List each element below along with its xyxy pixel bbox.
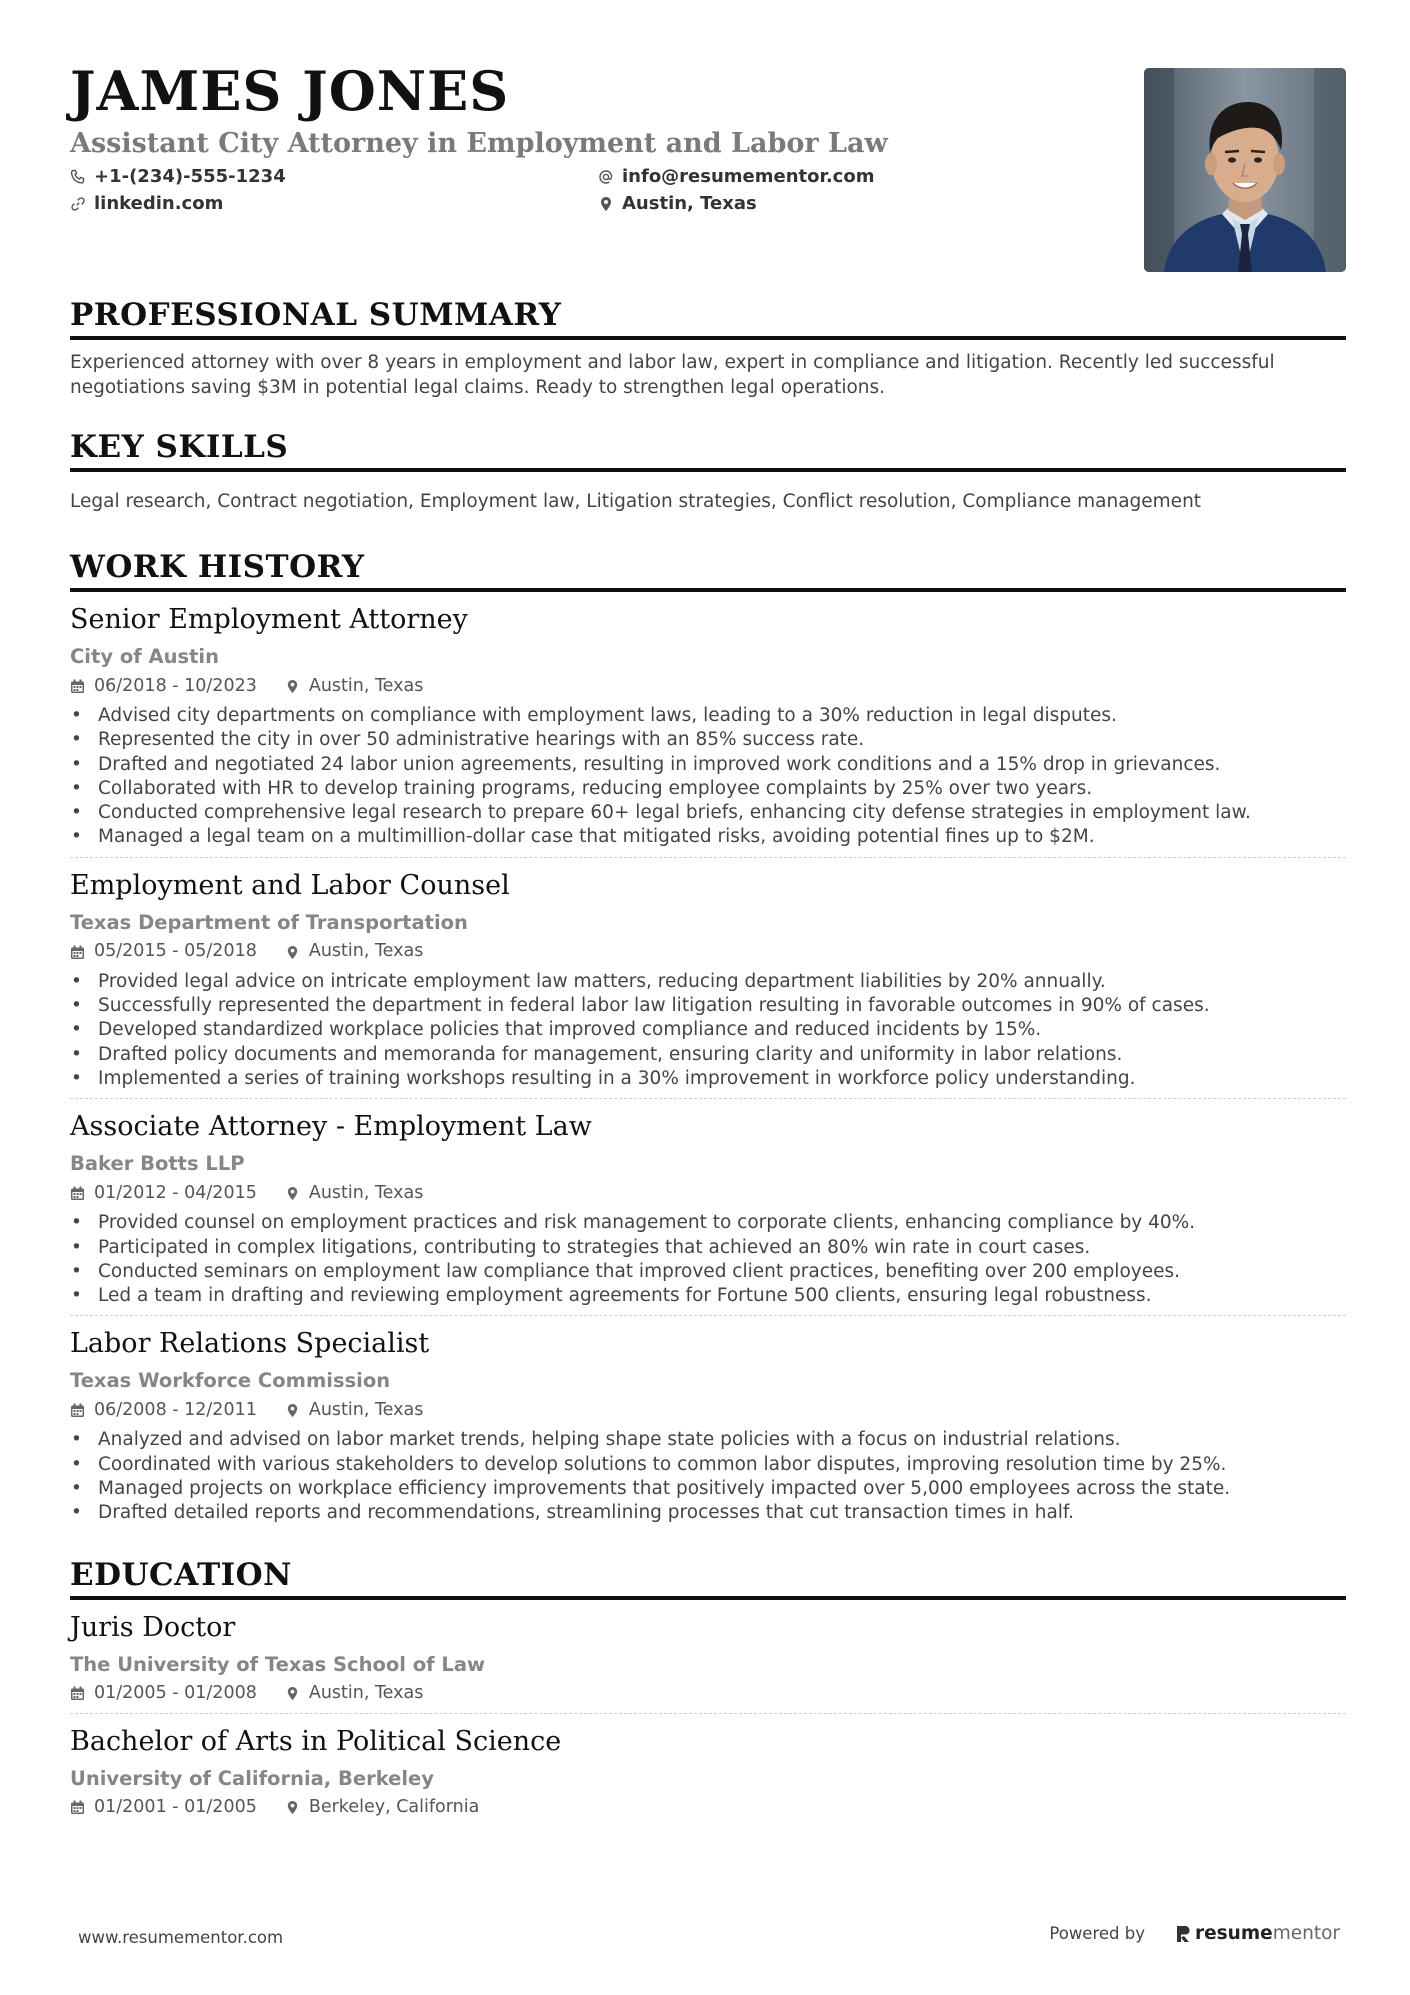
job-meta — [70, 1399, 1346, 1420]
powered-by-text: Powered by — [1049, 1924, 1145, 1943]
job-bullet: • Participated in complex litigations, contributing to strategies that achieved an 80% win rate in court cases. — [70, 1236, 1346, 1260]
job-bullet: • Analyzed and advised on labor market trends, helping shape state policies with a focus on industrial relations. — [70, 1428, 1346, 1452]
job-bullet: • Represented the city in over 50 administrative hearings with an 85% success rate. — [70, 728, 1346, 752]
education-entry — [70, 1611, 1346, 1714]
job-bullet: • Drafted and negotiated 24 labor union agreements, resulting in improved work conditions and a 15% drop in grievances. — [70, 753, 1346, 777]
job-bullet: • Conducted comprehensive legal research to prepare 60+ legal briefs, enhancing city defense strategies in employment law. — [70, 801, 1346, 825]
job-company: Texas Department of Transportation — [70, 910, 468, 934]
job-title: Labor Relations Specialist — [70, 1328, 430, 1360]
job-bullets — [70, 970, 1346, 1091]
job-bullet: • Provided counsel on employment practices and risk management to corporate clients, enhancing compliance by 40%. — [70, 1211, 1346, 1235]
education-location — [285, 1799, 479, 1817]
education-dates: 01/2005 - 01/2008 — [94, 1683, 257, 1704]
job-location — [285, 1399, 424, 1420]
map-pin-icon — [598, 196, 614, 212]
education-meta — [70, 1685, 1346, 1703]
job-bullet: • Led a team in drafting and reviewing employment agreements for Fortune 500 clients, ensuring legal robustness. — [70, 1284, 1346, 1308]
skills-section — [70, 429, 1346, 514]
school-name: University of California, Berkeley — [70, 1766, 434, 1790]
map-pin-icon — [285, 1800, 300, 1815]
job-location-text: Austin, Texas — [308, 1399, 424, 1420]
job-dates: 05/2015 - 05/2018 — [94, 941, 257, 962]
school-name: The University of Texas School of Law — [70, 1652, 486, 1676]
education-location-text: Berkeley, California — [308, 1797, 480, 1818]
job-bullet: • Successfully represented the department in federal labor law litigation resulting in favorable outcomes in 90% of cases. — [70, 994, 1346, 1018]
entry-divider — [70, 1713, 1346, 1714]
resume-page — [70, 58, 1346, 1817]
job-bullet: • Conducted seminars on employment law compliance that improved client practices, benefiting over 200 employees. — [70, 1260, 1346, 1284]
email-icon — [598, 169, 614, 185]
job-company: Texas Workforce Commission — [70, 1369, 391, 1393]
education-dates: 01/2001 - 01/2005 — [94, 1797, 257, 1818]
candidate-title: Assistant City Attorney in Employment and Labor Law — [70, 128, 888, 159]
job-bullets — [70, 1211, 1346, 1308]
job-location-text: Austin, Texas — [308, 1182, 424, 1203]
calendar-icon — [70, 1186, 85, 1201]
map-pin-icon — [285, 1186, 300, 1201]
job-bullets — [70, 704, 1346, 850]
brand-name-bold: resume — [1195, 1923, 1273, 1944]
work-heading: WORK HISTORY — [70, 552, 1346, 592]
phone-number: +1-(234)-555-1234 — [94, 166, 286, 187]
calendar-icon — [70, 945, 85, 960]
contact-location — [598, 193, 757, 214]
profile-photo — [1144, 68, 1346, 272]
job-bullet: • Collaborated with HR to develop training programs, reducing employee complaints by 25% over two years. — [70, 777, 1346, 801]
entry-divider — [70, 1315, 1346, 1316]
brand-name-light: mentor — [1272, 1923, 1340, 1944]
degree-title: Bachelor of Arts in Political Science — [70, 1725, 562, 1757]
skills-heading: KEY SKILLS — [70, 432, 1346, 472]
job-bullet: • Developed standardized workplace policies that improved compliance and reduced incidents by 15%. — [70, 1018, 1346, 1042]
footer-website[interactable]: www.resumementor.com — [78, 1928, 284, 1947]
job-dates: 06/2018 - 10/2023 — [94, 675, 257, 696]
job-bullet: • Provided legal advice on intricate employment law matters, reducing department liabilities by 20% annually. — [70, 970, 1346, 994]
education-section — [70, 1556, 1346, 1818]
calendar-icon — [70, 1686, 85, 1701]
job-meta — [70, 943, 1346, 961]
job-location-text: Austin, Texas — [308, 675, 424, 696]
map-pin-icon — [285, 945, 300, 960]
job-title: Employment and Labor Counsel — [70, 869, 510, 901]
calendar-icon — [70, 1403, 85, 1418]
job-bullet: • Managed a legal team on a multimillion-dollar case that mitigated risks, avoiding potential fines up to $2M. — [70, 825, 1346, 849]
education-location-text: Austin, Texas — [308, 1683, 424, 1704]
entry-divider — [70, 1098, 1346, 1099]
job-meta — [70, 675, 1346, 696]
candidate-name: JAMES JONES — [70, 59, 510, 123]
job-dates: 06/2008 - 12/2011 — [94, 1399, 257, 1420]
footer-branding — [1049, 1923, 1340, 1944]
resume-header — [70, 59, 1346, 274]
summary-text: Experienced attorney with over 8 years in employment and labor law, expert in compliance and litigation. Recently led successful negotiations saving $3M in potential legal claims. Ready to strengthen legal operations. — [70, 352, 1275, 398]
contact-email — [598, 166, 874, 187]
summary-section — [70, 297, 1346, 400]
map-pin-icon — [285, 679, 300, 694]
job-title: Senior Employment Attorney — [70, 604, 468, 635]
job-dates: 01/2012 - 04/2015 — [94, 1182, 257, 1203]
job-title: Associate Attorney - Employment Law — [70, 1111, 592, 1143]
job-bullet: • Advised city departments on compliance with employment laws, leading to a 30% reduction in legal disputes. — [70, 704, 1346, 728]
email-address: info@resumementor.com — [622, 166, 875, 187]
job-location — [285, 1182, 424, 1203]
job-location — [285, 675, 424, 696]
job-company: City of Austin — [70, 645, 219, 668]
calendar-icon — [70, 679, 85, 694]
job-location-text: Austin, Texas — [308, 941, 424, 962]
education-location — [285, 1685, 424, 1703]
job-entry — [70, 1330, 1346, 1525]
contact-website — [70, 193, 223, 214]
job-bullet: • Drafted policy documents and memoranda for management, ensuring clarity and uniformity in labor relations. — [70, 1043, 1346, 1067]
brand-logo[interactable] — [1175, 1923, 1340, 1944]
location-text: Austin, Texas — [622, 193, 757, 214]
job-bullet: • Implemented a series of training workshops resulting in a 30% improvement in workforce policy understanding. — [70, 1067, 1346, 1091]
education-entry — [70, 1725, 1346, 1818]
job-bullet: • Coordinated with various stakeholders to develop solutions to common labor disputes, improving resolution time by 25%. — [70, 1453, 1346, 1477]
calendar-icon — [70, 1800, 85, 1815]
phone-icon — [70, 169, 86, 185]
job-bullet: • Drafted detailed reports and recommendations, streamlining processes that cut transaction times in half. — [70, 1501, 1346, 1525]
job-entry — [70, 869, 1346, 1099]
summary-heading: PROFESSIONAL SUMMARY — [70, 300, 1346, 340]
job-location — [285, 943, 424, 961]
map-pin-icon — [285, 1686, 300, 1701]
website-link[interactable]: linkedin.com — [94, 193, 224, 214]
entry-divider — [70, 857, 1346, 858]
contact-phone — [70, 166, 286, 187]
job-bullets — [70, 1428, 1346, 1525]
job-entry — [70, 1113, 1346, 1316]
education-heading: EDUCATION — [70, 1560, 1346, 1600]
map-pin-icon — [285, 1403, 300, 1418]
work-section — [70, 549, 1346, 1526]
job-bullet: • Managed projects on workplace efficiency improvements that positively impacted over 5,000 employees across the state. — [70, 1477, 1346, 1501]
skills-text: Legal research, Contract negotiation, Employment law, Litigation strategies, Conflict resolution, Compliance management — [70, 491, 1202, 512]
link-icon — [70, 196, 86, 212]
job-meta — [70, 1182, 1346, 1203]
job-entry — [70, 606, 1346, 858]
education-meta — [70, 1799, 1346, 1817]
brand-mark-icon — [1175, 1925, 1191, 1943]
job-company: Baker Botts LLP — [70, 1152, 245, 1176]
degree-title: Juris Doctor — [70, 1611, 236, 1643]
